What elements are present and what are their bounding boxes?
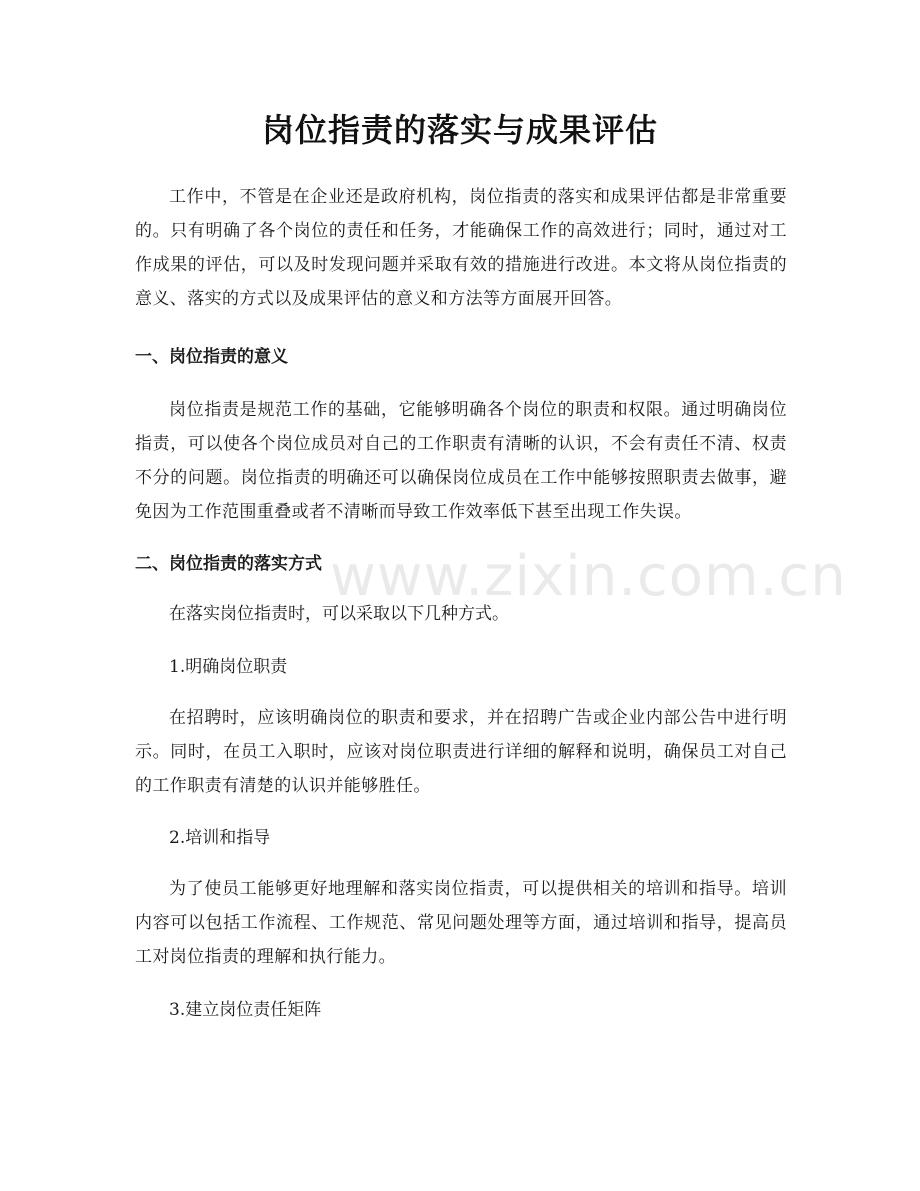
section-heading-implementation: 二、岗位指责的落实方式 bbox=[135, 554, 322, 574]
item-1-label: 1.明确岗位职责 bbox=[169, 657, 288, 677]
implementation-lead: 在落实岗位指责时，可以采取以下几种方式。 bbox=[169, 604, 509, 624]
item-2-paragraph: 为了使员工能够更好地理解和落实岗位指责，可以提供相关的培训和指导。培训内容可以包括工作流程、工作规范、常见问题处理等方面，通过培训和指导，提高员工对岗位指责的理解和执行能力。 bbox=[135, 879, 787, 967]
significance-paragraph: 岗位指责是规范工作的基础，它能够明确各个岗位的职责和权限。通过明确岗位指责，可以使各个岗位成员对自己的工作职责有清晰的认识，不会有责任不清、权责不分的问题。岗位指责的明确还可以确保岗位成员在工作中能够按照职责去做事，避免因为工作范围重叠或者不清晰而导致工作效率低下甚至出现工作失误。 bbox=[135, 400, 787, 522]
section-heading-significance: 一、岗位指责的意义 bbox=[135, 347, 288, 367]
document-title: 岗位指责的落实与成果评估 bbox=[261, 111, 658, 149]
item-3-label: 3.建立岗位责任矩阵 bbox=[169, 1000, 322, 1020]
item-1-paragraph: 在招聘时，应该明确岗位的职责和要求，并在招聘广告或企业内部公告中进行明示。同时，在员工入职时，应该对岗位职责进行详细的解释和说明，确保员工对自己的工作职责有清楚的认识并能够胜任。 bbox=[135, 708, 787, 796]
item-2-label: 2.培训和指导 bbox=[169, 828, 271, 848]
intro-paragraph: 工作中，不管是在企业还是政府机构，岗位指责的落实和成果评估都是非常重要的。只有明确了各个岗位的责任和任务，才能确保工作的高效进行；同时，通过对工作成果的评估，可以及时发现问题并采取有效的措施进行改进。本文将从岗位指责的意义、落实的方式以及成果评估的意义和方法等方面展开回答。 bbox=[135, 187, 787, 309]
watermark-text: www.zixin.com.cn bbox=[330, 544, 847, 609]
